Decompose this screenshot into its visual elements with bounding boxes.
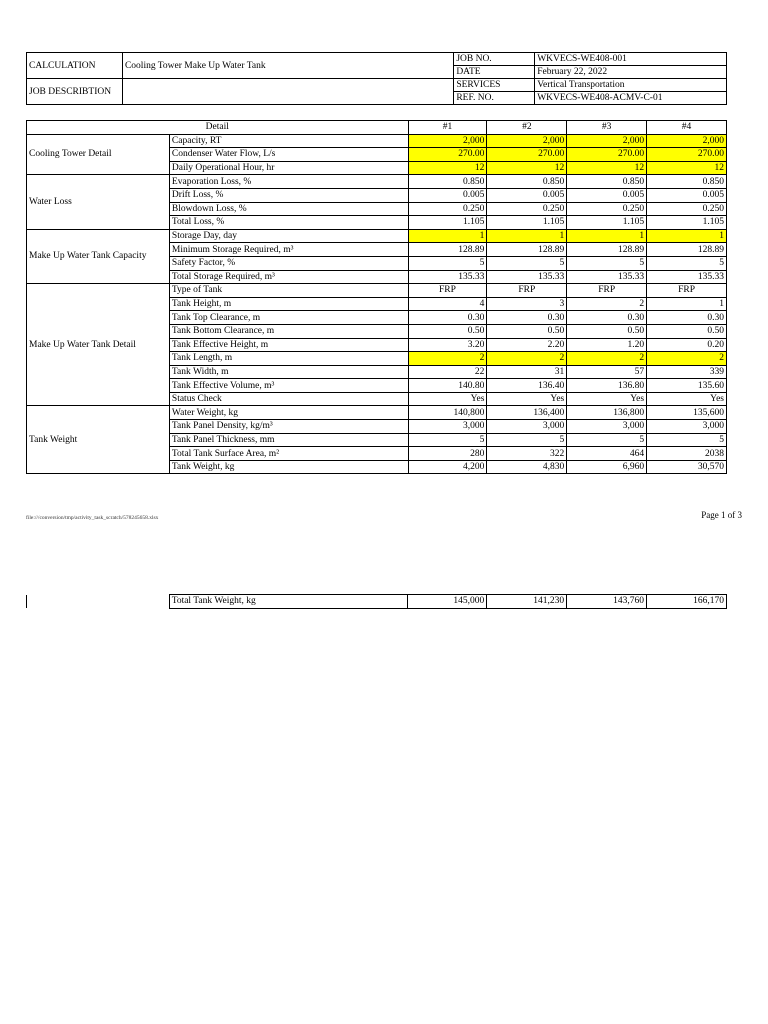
row-value: FRP bbox=[408, 284, 487, 298]
row-value: 2,000 bbox=[408, 134, 487, 148]
row-label: Daily Operational Hour, hr bbox=[169, 161, 408, 175]
row-value: 0.250 bbox=[647, 202, 727, 216]
row-value: 145,000 bbox=[408, 595, 487, 609]
job-description-label: JOB DESCRIBTION bbox=[27, 79, 123, 105]
row-label: Tank Panel Thickness, mm bbox=[169, 433, 408, 447]
table-header-row bbox=[27, 121, 727, 135]
column-header: #1 bbox=[408, 121, 487, 135]
table-row bbox=[27, 175, 727, 189]
row-value: 0.250 bbox=[487, 202, 567, 216]
detail-header: Detail bbox=[27, 121, 409, 135]
continuation-table bbox=[26, 594, 727, 609]
row-value: 0.50 bbox=[647, 324, 727, 338]
row-value: 0.250 bbox=[567, 202, 647, 216]
row-label: Evaporation Loss, % bbox=[169, 175, 408, 189]
row-value: 1.105 bbox=[408, 216, 487, 230]
row-value: 3.20 bbox=[408, 338, 487, 352]
row-label: Total Storage Required, m³ bbox=[169, 270, 408, 284]
row-value: 5 bbox=[487, 433, 567, 447]
row-value: 140.80 bbox=[408, 379, 487, 393]
row-value: 0.850 bbox=[567, 175, 647, 189]
services-value: Vertical Transportation bbox=[535, 79, 727, 92]
row-value: 166,170 bbox=[647, 595, 727, 609]
row-label: Capacity, RT bbox=[169, 134, 408, 148]
row-label: Drift Loss, % bbox=[169, 188, 408, 202]
date-value: February 22, 2022 bbox=[535, 66, 727, 79]
row-value: 3 bbox=[487, 297, 567, 311]
header-table bbox=[26, 52, 727, 105]
row-label: Tank Weight, kg bbox=[169, 460, 408, 474]
row-value: FRP bbox=[487, 284, 567, 298]
row-value: 0.30 bbox=[408, 311, 487, 325]
table-row bbox=[27, 406, 727, 420]
row-value: 1 bbox=[647, 297, 727, 311]
row-value: 3,000 bbox=[567, 420, 647, 434]
row-value: 5 bbox=[647, 433, 727, 447]
row-value: 136.40 bbox=[487, 379, 567, 393]
row-value: 0.005 bbox=[487, 188, 567, 202]
row-value: 1.105 bbox=[567, 216, 647, 230]
ref-no-value: WKVECS-WE408-ACMV-C-01 bbox=[535, 92, 727, 105]
row-value: 30,570 bbox=[647, 460, 727, 474]
row-value: 2038 bbox=[647, 447, 727, 461]
row-value: 0.50 bbox=[487, 324, 567, 338]
row-label: Status Check bbox=[169, 392, 408, 406]
row-value: 2,000 bbox=[647, 134, 727, 148]
group-label: Tank Weight bbox=[27, 406, 170, 474]
row-value: 5 bbox=[647, 256, 727, 270]
row-value: 4,200 bbox=[408, 460, 487, 474]
row-value: 4,830 bbox=[487, 460, 567, 474]
row-value: 270.00 bbox=[647, 148, 727, 162]
row-value: 1.105 bbox=[487, 216, 567, 230]
row-value: 0.20 bbox=[647, 338, 727, 352]
row-value: 143,760 bbox=[567, 595, 647, 609]
row-label: Condenser Water Flow, L/s bbox=[169, 148, 408, 162]
row-value: 135.33 bbox=[487, 270, 567, 284]
job-description-value bbox=[122, 79, 453, 105]
row-value: 4 bbox=[408, 297, 487, 311]
row-value: 0.850 bbox=[487, 175, 567, 189]
row-label: Tank Width, m bbox=[169, 365, 408, 379]
row-value: 2 bbox=[408, 352, 487, 366]
row-value: 141,230 bbox=[487, 595, 567, 609]
row-value: 339 bbox=[647, 365, 727, 379]
row-value: 2 bbox=[487, 352, 567, 366]
file-path: file:///conversion/tmp/activity_task_scratch/578245658.xlsx bbox=[26, 515, 159, 521]
row-value: 140,800 bbox=[408, 406, 487, 420]
row-value: FRP bbox=[567, 284, 647, 298]
row-label: Tank Top Clearance, m bbox=[169, 311, 408, 325]
row-value: 0.005 bbox=[567, 188, 647, 202]
row-value: 2 bbox=[567, 297, 647, 311]
calculation-table bbox=[26, 120, 727, 474]
table-row bbox=[27, 595, 727, 609]
row-value: 6,960 bbox=[567, 460, 647, 474]
row-value: 12 bbox=[408, 161, 487, 175]
row-value: 31 bbox=[487, 365, 567, 379]
row-value: 1 bbox=[567, 229, 647, 243]
row-value: 2,000 bbox=[567, 134, 647, 148]
table-row bbox=[27, 284, 727, 298]
row-value: 128.89 bbox=[647, 243, 727, 257]
row-value: 5 bbox=[567, 256, 647, 270]
row-label: Storage Day, day bbox=[169, 229, 408, 243]
row-label: Blowdown Loss, % bbox=[169, 202, 408, 216]
row-value: 5 bbox=[408, 433, 487, 447]
row-label: Water Weight, kg bbox=[169, 406, 408, 420]
column-header: #2 bbox=[487, 121, 567, 135]
row-value: Yes bbox=[408, 392, 487, 406]
row-value: 135,600 bbox=[647, 406, 727, 420]
row-value: 135.60 bbox=[647, 379, 727, 393]
row-value: 1 bbox=[487, 229, 567, 243]
row-label: Tank Length, m bbox=[169, 352, 408, 366]
row-value: 128.89 bbox=[408, 243, 487, 257]
row-label: Safety Factor, % bbox=[169, 256, 408, 270]
group-label: Cooling Tower Detail bbox=[27, 134, 170, 175]
row-value: 3,000 bbox=[408, 420, 487, 434]
row-value: 5 bbox=[408, 256, 487, 270]
row-value: 464 bbox=[567, 447, 647, 461]
row-label: Total Tank Weight, kg bbox=[169, 595, 408, 609]
row-value: 0.005 bbox=[647, 188, 727, 202]
row-value: 57 bbox=[567, 365, 647, 379]
row-label: Total Tank Surface Area, m² bbox=[169, 447, 408, 461]
row-value: 3,000 bbox=[647, 420, 727, 434]
row-value: 270.00 bbox=[487, 148, 567, 162]
row-value: Yes bbox=[487, 392, 567, 406]
row-label: Minimum Storage Required, m³ bbox=[169, 243, 408, 257]
group-cell-empty bbox=[27, 595, 170, 609]
row-value: 0.30 bbox=[487, 311, 567, 325]
table-row bbox=[27, 229, 727, 243]
row-label: Tank Height, m bbox=[169, 297, 408, 311]
row-value: 1.20 bbox=[567, 338, 647, 352]
row-value: 5 bbox=[567, 433, 647, 447]
calculation-label: CALCULATION bbox=[27, 53, 123, 79]
row-label: Total Loss, % bbox=[169, 216, 408, 230]
job-no-label: JOB NO. bbox=[454, 53, 535, 66]
row-value: 136.80 bbox=[567, 379, 647, 393]
row-label: Tank Panel Density, kg/m³ bbox=[169, 420, 408, 434]
row-value: 22 bbox=[408, 365, 487, 379]
row-value: 128.89 bbox=[567, 243, 647, 257]
row-value: 3,000 bbox=[487, 420, 567, 434]
row-value: 136,400 bbox=[487, 406, 567, 420]
row-value: 280 bbox=[408, 447, 487, 461]
row-value: 0.30 bbox=[647, 311, 727, 325]
group-label: Make Up Water Tank Capacity bbox=[27, 229, 170, 283]
ref-no-label: REF. NO. bbox=[454, 92, 535, 105]
row-label: Tank Bottom Clearance, m bbox=[169, 324, 408, 338]
row-value: 322 bbox=[487, 447, 567, 461]
row-value: 0.850 bbox=[647, 175, 727, 189]
row-value: 0.50 bbox=[408, 324, 487, 338]
row-value: 0.250 bbox=[408, 202, 487, 216]
row-value: Yes bbox=[567, 392, 647, 406]
row-value: 128.89 bbox=[487, 243, 567, 257]
row-value: 270.00 bbox=[567, 148, 647, 162]
column-header: #3 bbox=[567, 121, 647, 135]
row-value: 12 bbox=[567, 161, 647, 175]
page-number: Page 1 of 3 bbox=[701, 510, 742, 520]
row-value: 0.30 bbox=[567, 311, 647, 325]
row-value: 0.005 bbox=[408, 188, 487, 202]
row-label: Tank Effective Height, m bbox=[169, 338, 408, 352]
services-label: SERVICES bbox=[454, 79, 535, 92]
row-value: 1.105 bbox=[647, 216, 727, 230]
row-value: 1 bbox=[408, 229, 487, 243]
row-value: 0.50 bbox=[567, 324, 647, 338]
row-value: 2,000 bbox=[487, 134, 567, 148]
row-value: 1 bbox=[647, 229, 727, 243]
table-row bbox=[27, 134, 727, 148]
row-value: 5 bbox=[487, 256, 567, 270]
row-label: Type of Tank bbox=[169, 284, 408, 298]
row-value: FRP bbox=[647, 284, 727, 298]
row-value: 135.33 bbox=[408, 270, 487, 284]
row-value: 136,800 bbox=[567, 406, 647, 420]
row-label: Tank Effective Volume, m³ bbox=[169, 379, 408, 393]
row-value: 2 bbox=[567, 352, 647, 366]
row-value: 135.33 bbox=[647, 270, 727, 284]
row-value: 2 bbox=[647, 352, 727, 366]
group-label: Make Up Water Tank Detail bbox=[27, 284, 170, 406]
row-value: Yes bbox=[647, 392, 727, 406]
date-label: DATE bbox=[454, 66, 535, 79]
job-no-value: WKVECS-WE408-001 bbox=[535, 53, 727, 66]
row-value: 135.33 bbox=[567, 270, 647, 284]
row-value: 2.20 bbox=[487, 338, 567, 352]
column-header: #4 bbox=[647, 121, 727, 135]
group-label: Water Loss bbox=[27, 175, 170, 229]
row-value: 270.00 bbox=[408, 148, 487, 162]
calculation-value: Cooling Tower Make Up Water Tank bbox=[122, 53, 453, 79]
row-value: 12 bbox=[647, 161, 727, 175]
row-value: 0.850 bbox=[408, 175, 487, 189]
row-value: 12 bbox=[487, 161, 567, 175]
